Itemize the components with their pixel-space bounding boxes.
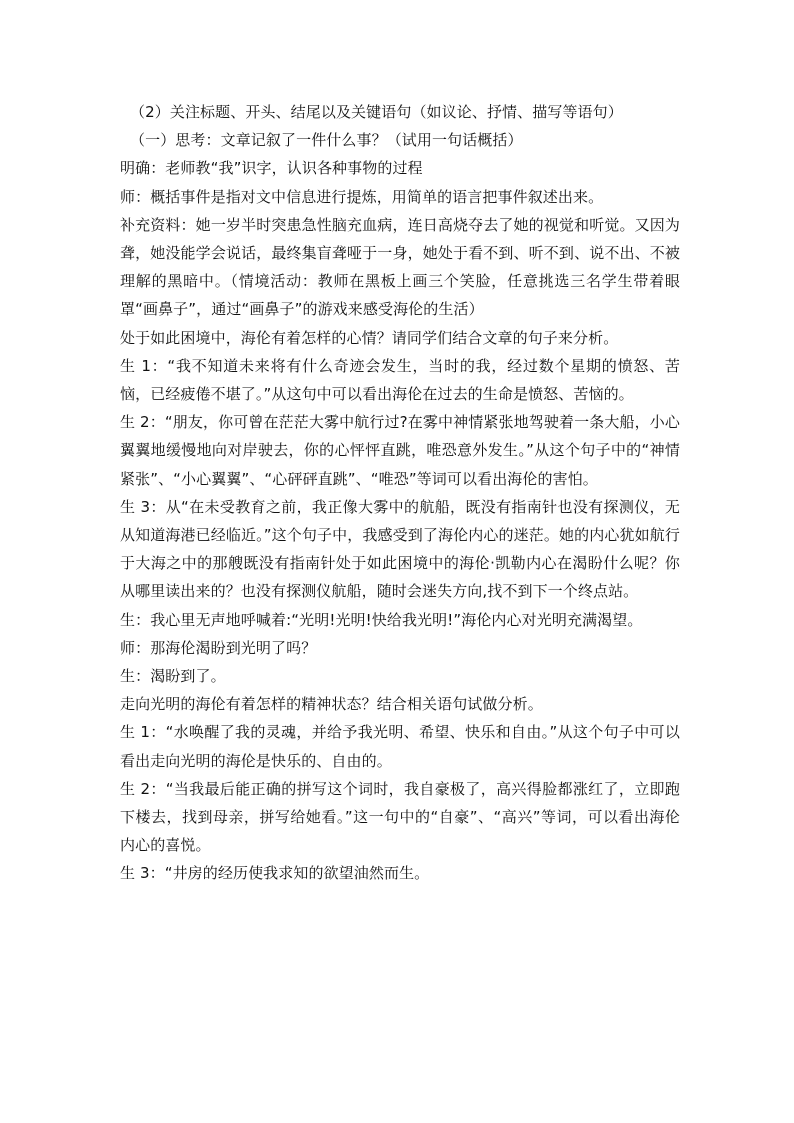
paragraph-question-event: （一）思考：文章记叙了一件什么事？（试用一句话概括） xyxy=(130,131,523,150)
paragraph-focus-title: （2）关注标题、开头、结尾以及关键语句（如议论、抒情、描写等语句） xyxy=(130,103,623,121)
paragraph-student-1: 生 1：“我不知道未来将有什么奇迹会发生，当时的我，经过数个星期的愤怒、苦恼，已经疲倦不堪了。”从这句中可以看出海伦在过去的生命是愤怒、苦恼的。 xyxy=(120,356,680,404)
document-body xyxy=(120,98,680,888)
paragraph-student-2b: 生 2：“当我最后能正确的拼写这个词时，我自豪极了，高兴得脸都涨红了，立即跑下楼去，找到母亲，拼写给她看。”这一句中的“自豪”、“高兴”等词，可以看出海伦内心的喜悦。 xyxy=(120,779,680,855)
paragraph-student-1b: 生 1：“水唤醒了我的灵魂，并给予我光明、希望、快乐和自由。”从这个句子中可以看出走向光明的海伦是快乐的、自由的。 xyxy=(120,723,680,770)
paragraph-teacher-question: 师：那海伦渴盼到光明了吗？ xyxy=(120,638,317,657)
paragraph-question-mood: 处于如此困境中，海伦有着怎样的心情？请同学们结合文章的句子来分析。 xyxy=(120,328,619,347)
paragraph-student-3b: 生 3：“井房的经历使我求知的欲望油然而生。 xyxy=(120,864,430,883)
paragraph-teacher-summary: 师：概括事件是指对文中信息进行提炼，用简单的语言把事件叙述出来。 xyxy=(120,187,604,206)
paragraph-student-2: 生 2：“朋友，你可曾在茫茫大雾中航行过?在雾中神情紧张地驾驶着一条大船，小心翼翼地缓慢地向对岸驶去，你的心怦怦直跳，唯恐意外发生。”从这个句子中的“神情紧张”、“小心翼翼”、“心砰砰直跳”、“唯恐”等词可以看出海伦的害怕。 xyxy=(120,413,680,488)
paragraph-student-cry: 生：我心里无声地呼喊着:“光明!光明!快给我光明!”海伦内心对光明充满渴望。 xyxy=(120,610,643,629)
paragraph-supplement: 补充资料：她一岁半时突患急性脑充血病，连日高烧夺去了她的视觉和听觉。又因为聋，她没能学会说话，最终集盲聋哑于一身，她处于看不到、听不到、说不出、不被理解的黑暗中。（情境活动：教师在黑板上画三个笑脸，任意挑选三名学生带着眼罩“画鼻子”，通过“画鼻子”的游戏来感受海伦的生活） xyxy=(120,215,680,319)
paragraph-student-answer: 生：渴盼到了。 xyxy=(120,667,226,686)
paragraph-answer: 明确：老师教“我”识字，认识各种事物的过程 xyxy=(120,159,423,178)
paragraph-student-3: 生 3：从“在未受教育之前，我正像大雾中的航船，既没有指南针也没有探测仪，无从知道海港已经临近。”这个句子中，我感受到了海伦内心的迷茫。她的内心犹如航行于大海之中的那艘既没有指南针处于如此困境中的海伦·凯勒内心在渴盼什么呢？你从哪里读出来的？也没有探测仪航船，随时会迷失方向,找不到下一个终点站。 xyxy=(120,497,680,601)
paragraph-question-spirit: 走向光明的海伦有着怎样的精神状态？结合相关语句试做分析。 xyxy=(120,695,543,714)
